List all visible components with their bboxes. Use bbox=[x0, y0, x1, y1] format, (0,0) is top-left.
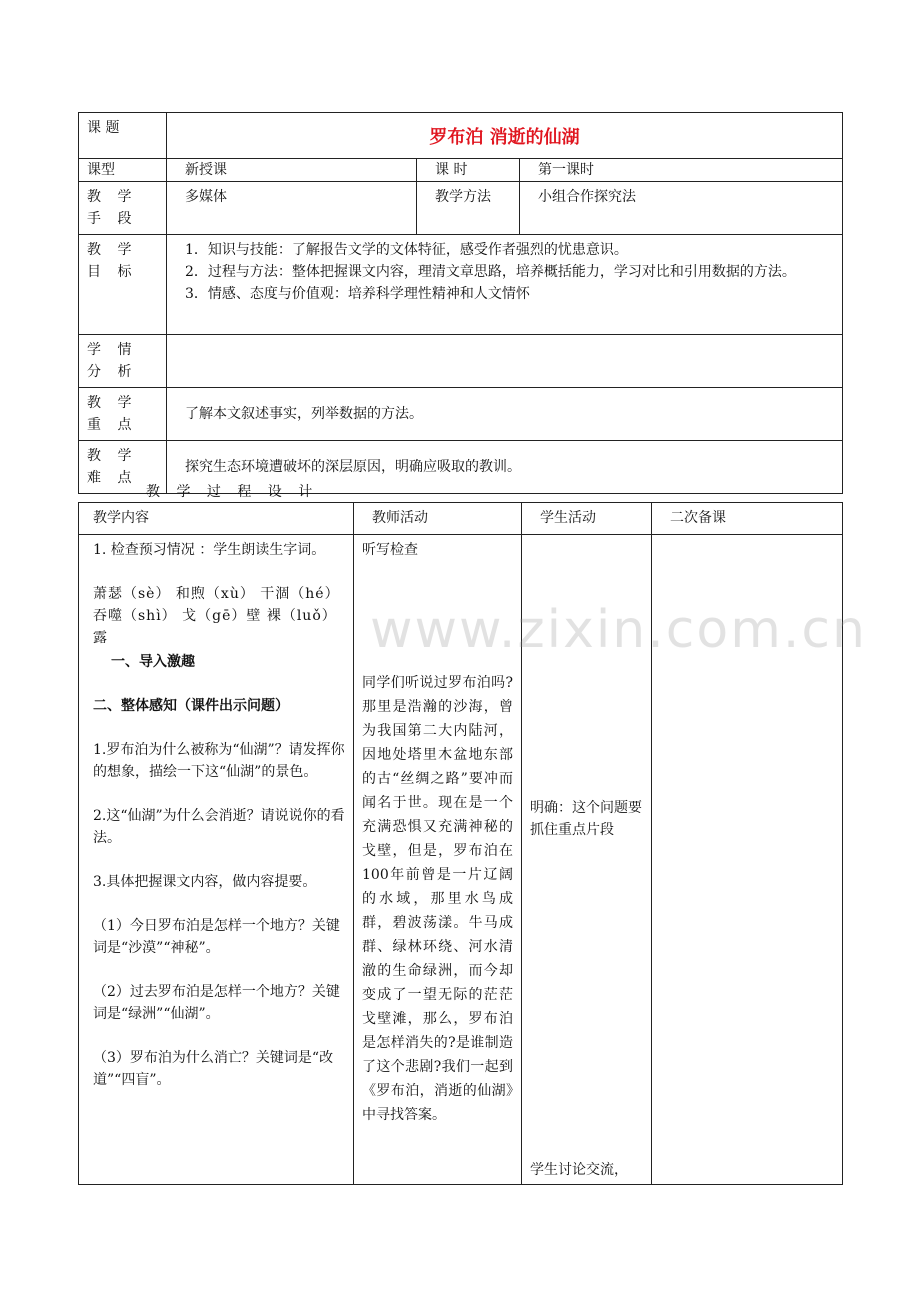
means-label: 教 学 手 段 bbox=[79, 182, 167, 235]
col-content-header: 教学内容 bbox=[79, 503, 354, 535]
sub-question-1: （1）今日罗布泊是怎样一个地方？关键词是“沙漠”“神秘”。 bbox=[93, 918, 340, 956]
means-value: 多媒体 bbox=[167, 182, 417, 235]
method-value: 小组合作探究法 bbox=[520, 182, 843, 235]
watermark: www.zixin.com.cn bbox=[370, 600, 867, 660]
hours-label: 课 时 bbox=[417, 159, 520, 182]
type-value: 新授课 bbox=[167, 159, 417, 182]
process-title: 教 学 过 程 设 计 bbox=[146, 484, 319, 500]
content-cell bbox=[79, 535, 354, 1185]
section-intro: 一、导入激趣 bbox=[111, 654, 195, 670]
question-3: 3.具体把握课文内容，做内容提要。 bbox=[93, 874, 317, 890]
col-backup-header: 二次备课 bbox=[652, 503, 843, 535]
goal-1: 1．知识与技能：了解报告文学的文体特征，感受作者强烈的忧患意识。 bbox=[185, 242, 628, 258]
difficulty-label: 教 学 难 点 bbox=[79, 441, 167, 494]
analysis-label: 学 情 分 析 bbox=[79, 335, 167, 388]
hours-value: 第一课时 bbox=[520, 159, 843, 182]
difficulty-value: 探究生态环境遭破坏的深层原因，明确应吸取的教训。 bbox=[167, 441, 843, 494]
preview-check: 1. 检查预习情况 ：学生朗读生字词。 bbox=[93, 542, 326, 558]
method-label: 教学方法 bbox=[417, 182, 520, 235]
question-1: 1.罗布泊为什么被称为“仙湖”？请发挥你的想象，描绘一下这“仙湖”的景色。 bbox=[93, 742, 345, 780]
sub-question-3: （3）罗布泊为什么消亡？关键词是“改道”“四盲”。 bbox=[93, 1050, 334, 1088]
goal-2: 2．过程与方法：整体把握课文内容，理清文章思路，培养概括能力，学习对比和引用数据的方法。 bbox=[185, 264, 796, 280]
lesson-info-table bbox=[78, 112, 843, 494]
student-note-2: 学生讨论交流， bbox=[530, 1162, 628, 1178]
topic-label: 课 题 bbox=[79, 113, 167, 159]
goal-3: 3．情感、态度与价值观：培养科学理性精神和人文情怀 bbox=[185, 286, 530, 302]
col-student-header: 学生活动 bbox=[522, 503, 652, 535]
vocab-list: 萧瑟（sè） 和煦（xù） 干涸（hé） 吞噬（shì） 戈（gē）壁 裸（luǒ）露 bbox=[93, 586, 340, 646]
lesson-title: 罗布泊 消逝的仙湖 bbox=[167, 113, 843, 159]
teacher-intro-text: 同学们听说过罗布泊吗?那里是浩瀚的沙海，曾为我国第二大内陆河，因地处塔里木盆地东部的古“丝绸之路”要冲而闻名于世。现在是一个充满恐惧又充满神秘的戈壁，但是，罗布泊在100年前曾是一片辽阔的水域，那里水鸟成群，碧波荡漾。牛马成群、绿林环绕、河水清澈的生命绿洲，而今却变成了一望无际的茫茫戈壁滩，那么，罗布泊是怎样消失的?是谁制造了这个悲剧?我们一起到《罗布泊，消逝的仙湖》中寻找答案。 bbox=[362, 675, 513, 1123]
col-teacher-header: 教师活动 bbox=[354, 503, 522, 535]
question-2: 2.这“仙湖”为什么会消逝？请说说你的看法。 bbox=[93, 808, 345, 846]
student-note-1: 明确：这个问题要抓住重点片段 bbox=[530, 800, 642, 838]
goal-list bbox=[167, 235, 843, 335]
section-overview: 二、整体感知（课件出示问题） bbox=[93, 698, 289, 714]
key-value: 了解本文叙述事实，列举数据的方法。 bbox=[167, 388, 843, 441]
analysis-value bbox=[167, 335, 843, 388]
goal-label: 教 学 目 标 bbox=[79, 235, 167, 335]
teacher-dictation: 听写检查 bbox=[362, 542, 418, 558]
type-label: 课型 bbox=[79, 159, 167, 182]
sub-question-2: （2）过去罗布泊是怎样一个地方？关键词是“绿洲”“仙湖”。 bbox=[93, 984, 340, 1022]
key-label: 教 学 重 点 bbox=[79, 388, 167, 441]
